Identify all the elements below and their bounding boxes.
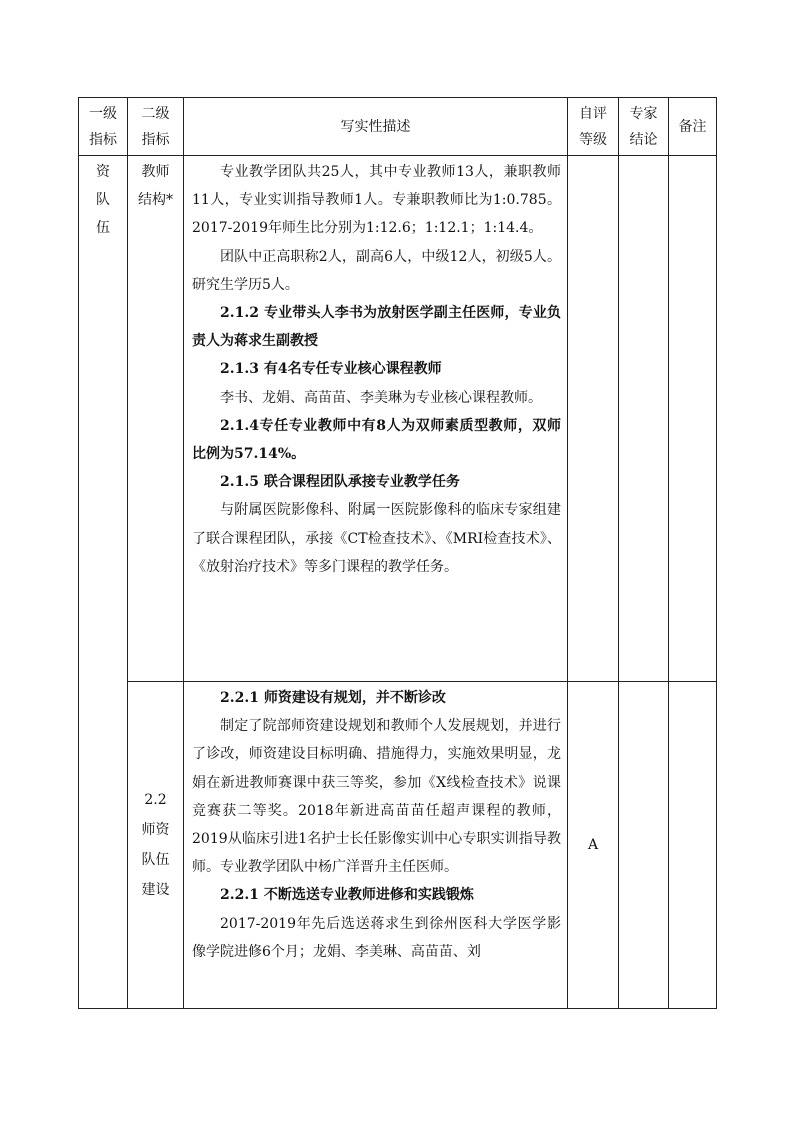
level1-char: 资 [96,164,110,180]
level2-indicator [128,682,184,1009]
description-cell [184,682,568,1009]
description-paragraph: 2017-2019年先后选送蒋求生到徐州医科大学医学影像学院进修6个月；龙娟、李美琳、高苗苗、刘 [192,915,561,960]
remarks-cell [669,156,717,682]
description-cell [184,156,568,682]
remarks-cell [669,682,717,1009]
section-heading: 2.2.1 师资建设有规划，并不断诊改 [220,690,446,706]
self-grade-value: A [568,682,619,1009]
header-description: 写实性描述 [184,98,568,156]
table-row [79,682,717,1009]
level2-line: 结构* [138,192,173,208]
header-level1 [79,98,128,156]
level2-indicator [128,156,184,682]
section-heading: 2.1.2 专业带头人李书为放射医学副主任医师，专业负责人为蒋求生副教授 [192,305,561,350]
header-level2-line2: 指标 [141,131,170,148]
level2-line: 建设 [141,882,170,898]
description-paragraph: 制定了院部师资建设规划和教师个人发展规划，并进行了诊改，师资建设目标明确、措施得力，实施效果明显，龙娟在新进教师赛课中获三等奖，参加《X线检查技术》说课竞赛获二等奖。2018年新进高苗苗任超声课程的教师，2019从临床引进1名护士长任影像实训中心专职实训指导教师。专业教学团队中杨广洋晋升主任医师。 [192,718,561,876]
header-remarks: 备注 [669,98,717,156]
header-level1-line1: 一级 [89,105,117,122]
evaluation-table [78,97,717,1009]
level1-char: 伍 [96,220,110,236]
description-paragraph: 与附属医院影像科、附属一医院影像科的临床专家组建了联合课程团队，承接《CT检查技术》、《MRI检查技术》、《放射治疗技术》等多门课程的教学任务。 [192,502,561,575]
header-row [79,98,717,156]
header-level2 [128,98,184,156]
description-paragraph: 李书、龙娟、高苗苗、李美琳为专业核心课程教师。 [220,389,542,406]
section-heading: 2.1.4专任专业教师中有8人为双师素质型教师，双师比例为57.14%。 [192,417,561,463]
header-level1-line2: 指标 [89,131,117,148]
header-level2-line1: 二级 [141,105,170,122]
header-self-grade [568,98,619,156]
level2-line: 教师 [141,164,170,180]
section-heading: 2.1.5 联合课程团队承接专业教学任务 [220,474,460,491]
table-row [79,156,717,682]
header-self-grade-line2: 等级 [579,131,607,148]
level1-char: 队 [96,192,110,208]
description-paragraph: 团队中正高职称2人，副高6人，中级12人，初级5人。研究生学历5人。 [192,248,561,293]
expert-conclusion-cell [619,156,669,682]
header-self-grade-line1: 自评 [579,105,607,122]
expert-conclusion-cell [619,682,669,1009]
section-heading: 2.1.3 有4名专任专业核心课程教师 [220,361,442,378]
header-expert-line2: 结论 [629,131,658,148]
self-grade-cell [568,156,619,682]
level2-line: 队伍 [141,852,170,868]
level2-line: 师资 [141,822,170,838]
header-expert-conclusion [619,98,669,156]
header-expert-line1: 专家 [629,105,658,122]
level2-line: 2.2 [144,792,167,808]
section-heading: 2.2.1 不断选送专业教师进修和实践锻炼 [220,887,474,904]
description-paragraph: 专业教学团队共25人，其中专业教师13人，兼职教师11人，专业实训指导教师1人。专兼职教师比为1:0.785。2017-2019年师生比分别为1:12.6；1:12.1；1:14.4。 [192,164,561,237]
level1-indicator [79,156,128,1009]
